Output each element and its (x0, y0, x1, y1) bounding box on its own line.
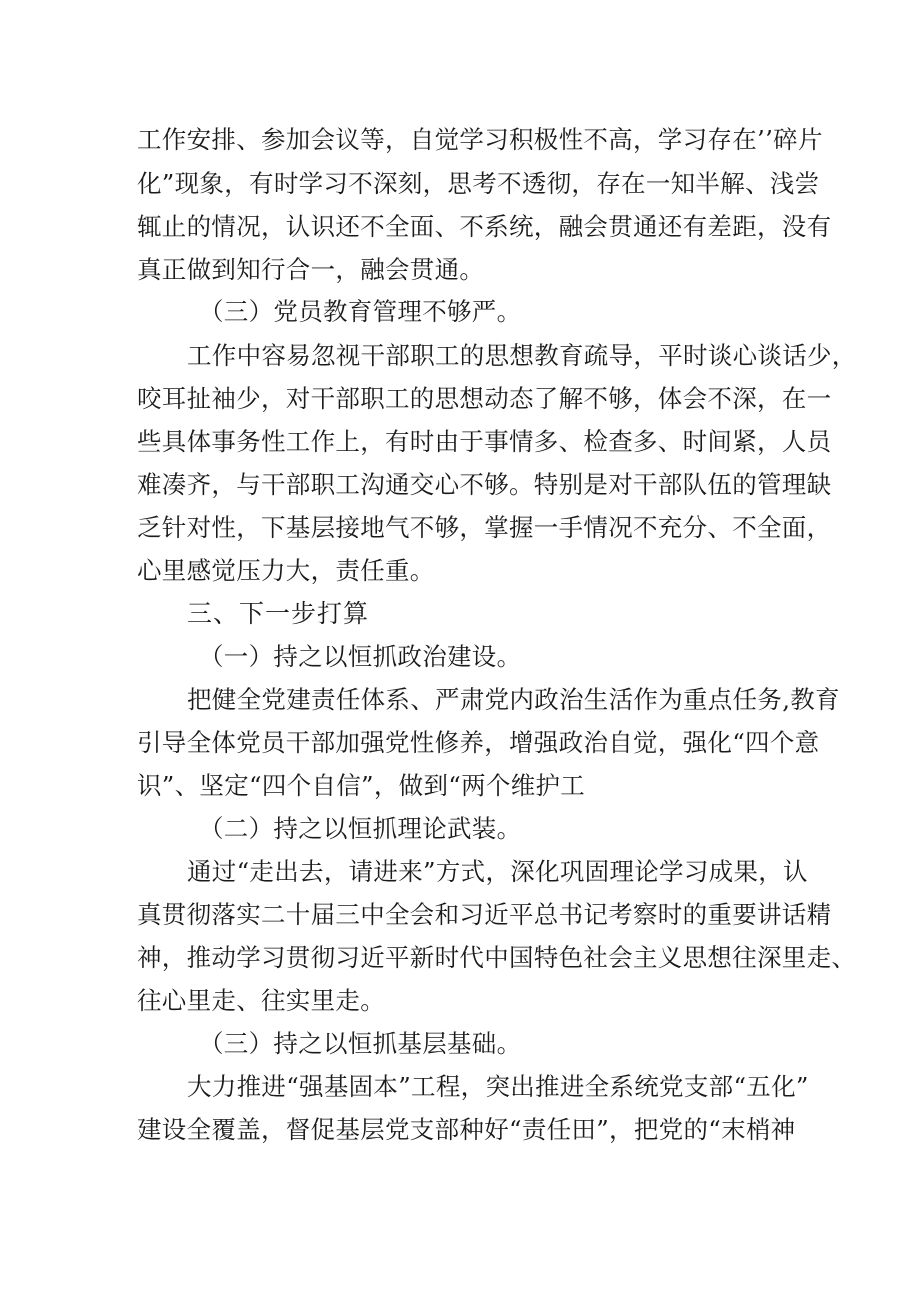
paragraph-line: 识”、坚定“四个自信”，做到“两个维护工 (137, 771, 586, 800)
paragraph-line: 心里感觉压力大，责任重。 (137, 556, 435, 585)
paragraph-line: 化”现象，有时学习不深刻，思考不透彻，存在一知半解、浅尝 (137, 169, 820, 198)
paragraph-line: 神，推动学习贯彻习近平新时代中国特色社会主义思想往深里走、 (137, 943, 857, 972)
subsection-heading: （三）持之以恒抓基层基础。 (199, 1029, 522, 1058)
paragraph-line: 把健全党建责任体系、严肃党内政治生活作为重点任务,教育 (187, 685, 840, 714)
paragraph-line: 往心里走、往实里走。 (137, 986, 385, 1015)
paragraph-line: 工作中容易忽视干部职工的思想教育疏导，平时谈心谈话少， (187, 341, 857, 370)
section-heading: 三、下一步打算 (187, 599, 370, 628)
paragraph-line: 工作安排、参加会议等，自觉学习积极性不高，学习存在’’碎片 (137, 125, 823, 154)
subsection-heading: （二）持之以恒抓理论武装。 (199, 814, 522, 843)
subsection-heading: （一）持之以恒抓政治建设。 (199, 642, 522, 671)
paragraph-line: 难凑齐，与干部职工沟通交心不够。特别是对干部队伍的管理缺 (137, 470, 832, 499)
paragraph-line: 大力推进“强基固本”工程，突出推进全系统党支部“五化” (187, 1072, 809, 1101)
paragraph-line: 引导全体党员干部加强党性修养，增强政治自觉，强化“四个意 (137, 728, 820, 757)
paragraph-line: 通过“走出去，请进来”方式，深化巩固理论学习成果，认 (187, 857, 808, 886)
subsection-heading: （三）党员教育管理不够严。 (199, 297, 522, 326)
paragraph-line: 建设全覆盖，督促基层党支部种好“责任田”，把党的“末梢神 (137, 1115, 796, 1144)
paragraph-line: 真正做到知行合一，融会贯通。 (137, 255, 485, 284)
paragraph-line: 咬耳扯袖少，对干部职工的思想动态了解不够，体会不深，在一 (137, 384, 832, 413)
paragraph-line: 些具体事务性工作上，有时由于事情多、检查多、时间紧，人员 (137, 427, 832, 456)
paragraph-line: 真贯彻落实二十届三中全会和习近平总书记考察时的重要讲话精 (137, 900, 832, 929)
paragraph-line: 乏针对性，下基层接地气不够，掌握一手情况不充分、不全面， (137, 513, 832, 542)
paragraph-line: 辄止的情况，认识还不全面、不系统，融会贯通还有差距，没有 (137, 212, 832, 241)
